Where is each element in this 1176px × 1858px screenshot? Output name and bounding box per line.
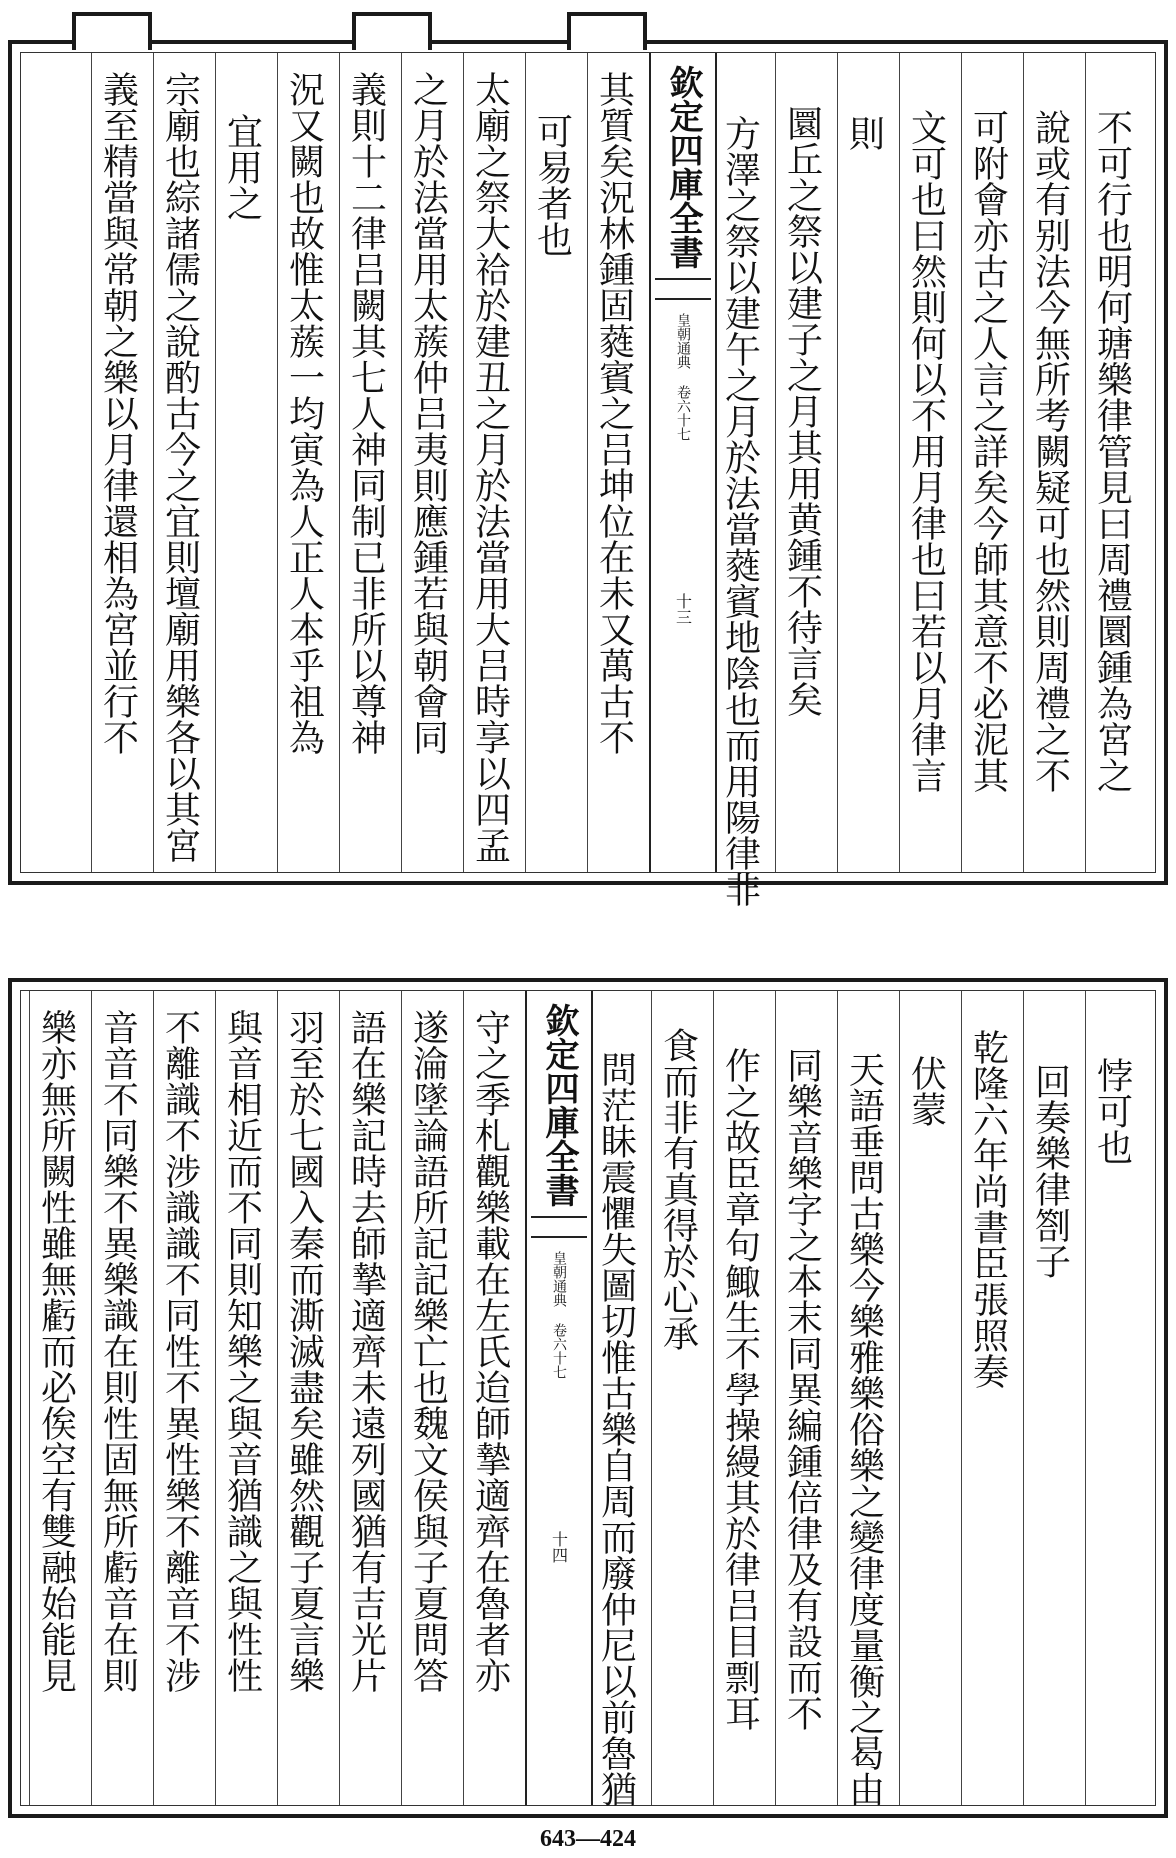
center-band <box>525 991 593 1805</box>
column-text: 乾隆六年尚書臣張照奏 <box>967 1029 1009 1389</box>
column-text: 語在樂記時去師摯適齊未遠列國猶有吉光片 <box>345 1009 387 1693</box>
band-title: 欽定四庫全書 <box>539 1003 579 1207</box>
column-text: 則 <box>843 115 885 151</box>
band-page-number: 十四 <box>549 1531 569 1563</box>
top-tab-left <box>72 12 152 50</box>
column-text: 方澤之祭以建午之月於法當蕤賓地陰也而用陽律非 <box>719 115 761 907</box>
text-column <box>339 991 402 1805</box>
column-text: 天語垂問古樂今樂雅樂俗樂之變律度量衡之曷由 <box>843 1051 885 1807</box>
text-column <box>91 991 154 1805</box>
column-text: 悖可也 <box>1091 1057 1133 1165</box>
column-text: 義則十二律吕闕其七人神同制已非所以尊神 <box>345 71 387 755</box>
column-text: 問茫眛震懼失圖切惟古樂自周而廢仲尼以前魯猶 <box>595 1051 637 1807</box>
text-column <box>775 53 838 872</box>
column-text: 食而非有真得於心承 <box>657 1027 699 1351</box>
text-column <box>153 991 216 1805</box>
text-column <box>91 53 154 872</box>
bottom-page <box>8 978 1168 1818</box>
column-text: 羽至於七國入秦而澌滅盡矣雖然觀子夏言樂 <box>283 1009 325 1693</box>
text-column <box>713 53 776 907</box>
text-column <box>525 53 588 872</box>
text-column <box>961 991 1024 1805</box>
text-column <box>899 53 962 872</box>
text-column <box>589 991 652 1805</box>
band-subtitle: 皇朝通典 卷六十七 <box>551 1251 567 1379</box>
column-text: 其質矣況林鍾固蕤賓之吕坤位在未又萬古不 <box>593 71 635 755</box>
column-text: 同樂音樂字之本末同異編鍾倍律及有設而不 <box>781 1047 823 1731</box>
column-text: 義至精當與常朝之樂以月律還相為宮並行不 <box>97 71 139 755</box>
text-column <box>401 991 464 1805</box>
top-page <box>8 40 1168 907</box>
text-column <box>29 991 92 1805</box>
column-text: 守之季札觀樂載在左氏迨師摯適齊在魯者亦 <box>469 1009 511 1693</box>
band-page-number: 十三 <box>673 593 693 625</box>
column-text: 樂亦無所闕性雖無虧而必俟空有雙融始能見 <box>35 1009 77 1693</box>
fish-tail-mark <box>531 1216 587 1238</box>
text-column <box>215 53 278 872</box>
text-column <box>713 991 776 1805</box>
text-column <box>837 991 900 1805</box>
text-column <box>463 53 526 872</box>
column-text: 音音不同樂不異樂識在則性固無所虧音在則 <box>97 1009 139 1693</box>
column-text: 不離識不涉識識不同性不異性樂不離音不涉 <box>159 1009 201 1693</box>
band-subtitle: 皇朝通典 卷六十七 <box>675 313 691 441</box>
column-text: 太廟之祭大祫於建丑之月於法當用大吕時享以四孟 <box>469 71 511 863</box>
text-column <box>961 53 1024 872</box>
column-text: 與音相近而不同則知樂之與音猶識之與性性 <box>221 1009 263 1693</box>
text-column <box>587 53 650 872</box>
text-column <box>401 53 464 872</box>
column-text: 之月於法當用太蔟仲吕夷則應鍾若與朝會同 <box>407 71 449 755</box>
text-column <box>277 991 340 1805</box>
top-tab-mid <box>352 12 432 50</box>
column-text: 作之故臣章句鯫生不學操縵其於律吕目剽耳 <box>719 1047 761 1731</box>
text-column <box>1023 991 1086 1805</box>
text-column <box>463 991 526 1805</box>
text-column <box>837 53 900 872</box>
fish-tail-mark <box>655 278 711 300</box>
text-column <box>215 991 278 1805</box>
column-text: 宗廟也綜諸儒之說酌古今之宜則壇廟用樂各以其宮 <box>159 71 201 863</box>
column-text: 可附會亦古之人言之詳矣今師其意不必泥其 <box>967 109 1009 793</box>
column-text: 可易者也 <box>531 113 573 257</box>
text-column <box>651 991 714 1805</box>
column-text: 況又闕也故惟太蔟一均寅為人正人本乎祖為 <box>283 71 325 755</box>
bottom-text-area <box>20 990 1156 1806</box>
text-column <box>339 53 402 872</box>
page-footer-number: 643—424 <box>540 1826 636 1852</box>
text-column <box>1023 53 1086 872</box>
column-text: 遂淪墜論語所記記樂亡也魏文侯與子夏問答 <box>407 1009 449 1693</box>
text-column <box>775 991 838 1805</box>
text-column <box>1085 53 1148 872</box>
column-text: 不可行也明何瑭樂律管見曰周禮圜鍾為宮之 <box>1091 109 1133 793</box>
column-text: 文可也曰然則何以不用月律也曰若以月律言 <box>905 109 947 793</box>
column-text: 回奏樂律劄子 <box>1029 1063 1071 1279</box>
band-title: 欽定四庫全書 <box>663 65 703 269</box>
column-text: 圜丘之祭以建子之月其用黄鍾不待言矣 <box>781 105 823 717</box>
column-text: 說或有别法今無所考闕疑可也然則周禮之不 <box>1029 109 1071 793</box>
text-column <box>277 53 340 872</box>
text-column <box>899 991 962 1805</box>
top-text-area <box>20 52 1156 907</box>
top-tab-right <box>567 12 647 50</box>
column-text: 伏蒙 <box>905 1055 947 1127</box>
text-column <box>153 53 216 872</box>
column-text: 宜用之 <box>221 113 263 221</box>
text-column <box>1085 991 1148 1805</box>
center-band <box>649 53 717 872</box>
